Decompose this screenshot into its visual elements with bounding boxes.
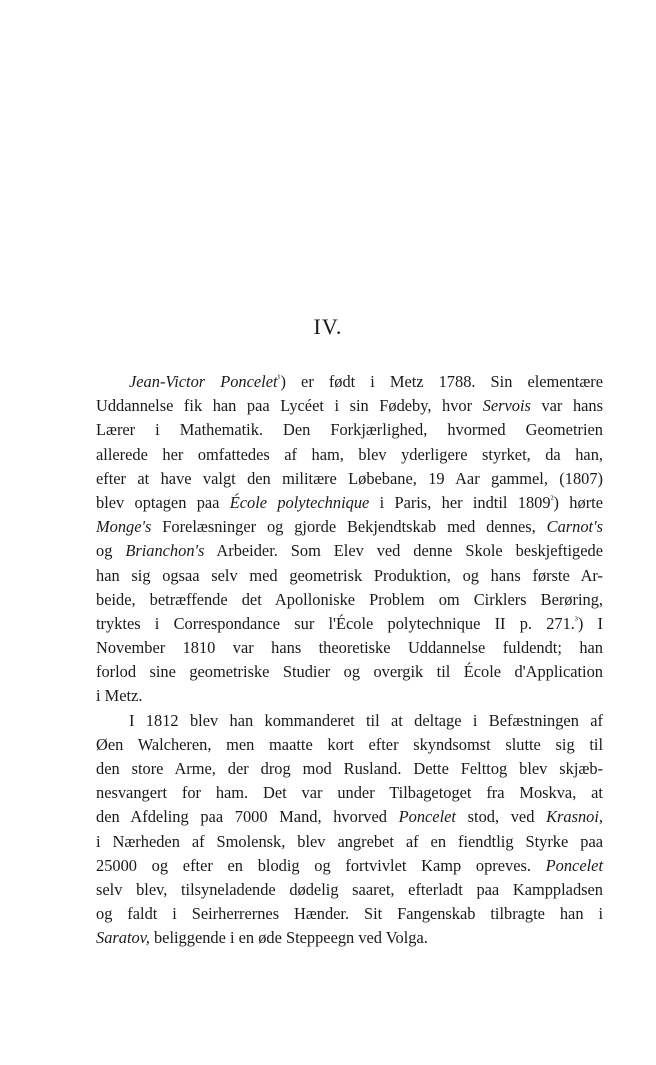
text-line [96, 394, 603, 418]
text-line [96, 443, 603, 467]
text-run: i Metz. [96, 686, 143, 706]
text-run: den store Arme, der drog mod Rusland. Dette Felttog blev skjæb- [96, 759, 603, 778]
italic-text: Brianchon's [125, 541, 205, 561]
text-run: efter at have valgt den militære Løbebane, 19 Aar gammel, (1807) [96, 468, 603, 488]
text-run: blev optagen paa [96, 492, 230, 512]
text-line [96, 515, 603, 539]
text-run: og [96, 541, 126, 561]
text-line [96, 418, 603, 442]
text-run: nesvangert for ham. Det var under Tilbagetoget fra Moskva, at [96, 783, 603, 803]
text-run: forlod sine geometriske Studier og overgik til École d'Application [96, 662, 603, 682]
text-line [96, 660, 603, 684]
text-run: beide, betræffende det Apolloniske Problem om Cirklers Berøring, [96, 589, 603, 609]
paragraph-2 [96, 709, 603, 951]
text-line [96, 733, 603, 757]
footnote-marker: ³ [574, 614, 578, 626]
text-run: I 1812 blev han kommanderet til at deltage i Befæstningen af [129, 710, 603, 730]
text-line [96, 757, 603, 781]
text-run: allerede her omfattedes af ham, blev yderligere styrket, da han, [96, 444, 603, 464]
text-run: ) hørte [553, 492, 603, 512]
text-run: den Afdeling paa 7000 Mand, hvorved [96, 807, 399, 827]
body-text [96, 370, 603, 951]
text-line [96, 491, 603, 515]
text-run: 25000 og efter en blodig og fortvivlet Kamp opreves. [96, 855, 546, 875]
text-run: stod, ved [455, 807, 547, 827]
text-line [96, 805, 603, 829]
italic-text: École polytechnique [229, 492, 370, 512]
text-line [96, 612, 603, 636]
text-run: selv blev, tilsyneladende dødelig saaret, efterladt paa Kamppladsen [96, 879, 603, 899]
italic-text: Saratov, [96, 928, 150, 948]
text-run: beliggende i en øde Steppeegn ved Volga. [149, 928, 428, 948]
text-line [96, 370, 603, 394]
text-run: Øen Walcheren, men maatte kort efter skyndsomst slutte sig til [96, 734, 603, 754]
text-run: Forelæsninger og gjorde Bekjendtskab med dennes, [151, 517, 547, 537]
text-run: og faldt i Seirherrernes Hænder. Sit Fangenskab tilbragte han i [96, 904, 603, 924]
text-run: tryktes i Correspondance sur l'École polytechnique II p. 271. [96, 613, 575, 633]
text-run: November 1810 var hans theoretiske Uddannelse fuldendt; han [96, 638, 603, 658]
text-line [96, 588, 603, 612]
text-run: Uddannelse fik han paa Lycéet i sin Fødeby, hvor [96, 396, 483, 416]
text-run: Lærer i Mathematik. Den Forkjærlighed, hvormed Geometrien [96, 420, 603, 440]
text-run: Arbeider. Som Elev ved denne Skole beskjeftigede [204, 541, 603, 561]
footnote-marker: ¹ [277, 373, 281, 384]
text-line [96, 926, 603, 950]
text-run: ) er født i Metz 1788. Sin elementære [280, 372, 604, 391]
text-run: han sig ogsaa selv med geometrisk Produktion, og hans første Ar- [96, 565, 603, 585]
text-line [96, 684, 603, 708]
text-run: var hans [530, 396, 603, 416]
text-run: i Paris, her indtil 1809 [369, 492, 551, 512]
text-line [96, 539, 603, 563]
italic-text: Carnot's [546, 517, 603, 537]
italic-text: Krasnoi, [546, 807, 603, 827]
text-line [96, 709, 603, 733]
chapter-heading: IV. [313, 314, 343, 339]
italic-text: Monge's [96, 517, 152, 537]
italic-text: Poncelet [545, 855, 603, 875]
text-line [96, 636, 603, 660]
text-run: i Nærheden af Smolensk, blev angrebet af en fiendtlig Styrke paa [96, 831, 603, 851]
text-line [96, 878, 603, 902]
text-line [96, 467, 603, 491]
text-line [96, 854, 603, 878]
text-run: ) I [577, 613, 603, 633]
footnote-marker: ² [550, 493, 554, 505]
text-line [96, 781, 603, 805]
text-line [96, 902, 603, 926]
italic-text: Jean-Victor Poncelet [129, 372, 278, 391]
text-line [96, 564, 603, 588]
italic-text: Servois [482, 396, 531, 416]
text-line [96, 830, 603, 854]
paragraph-1 [96, 370, 603, 709]
italic-text: Poncelet [398, 807, 456, 827]
